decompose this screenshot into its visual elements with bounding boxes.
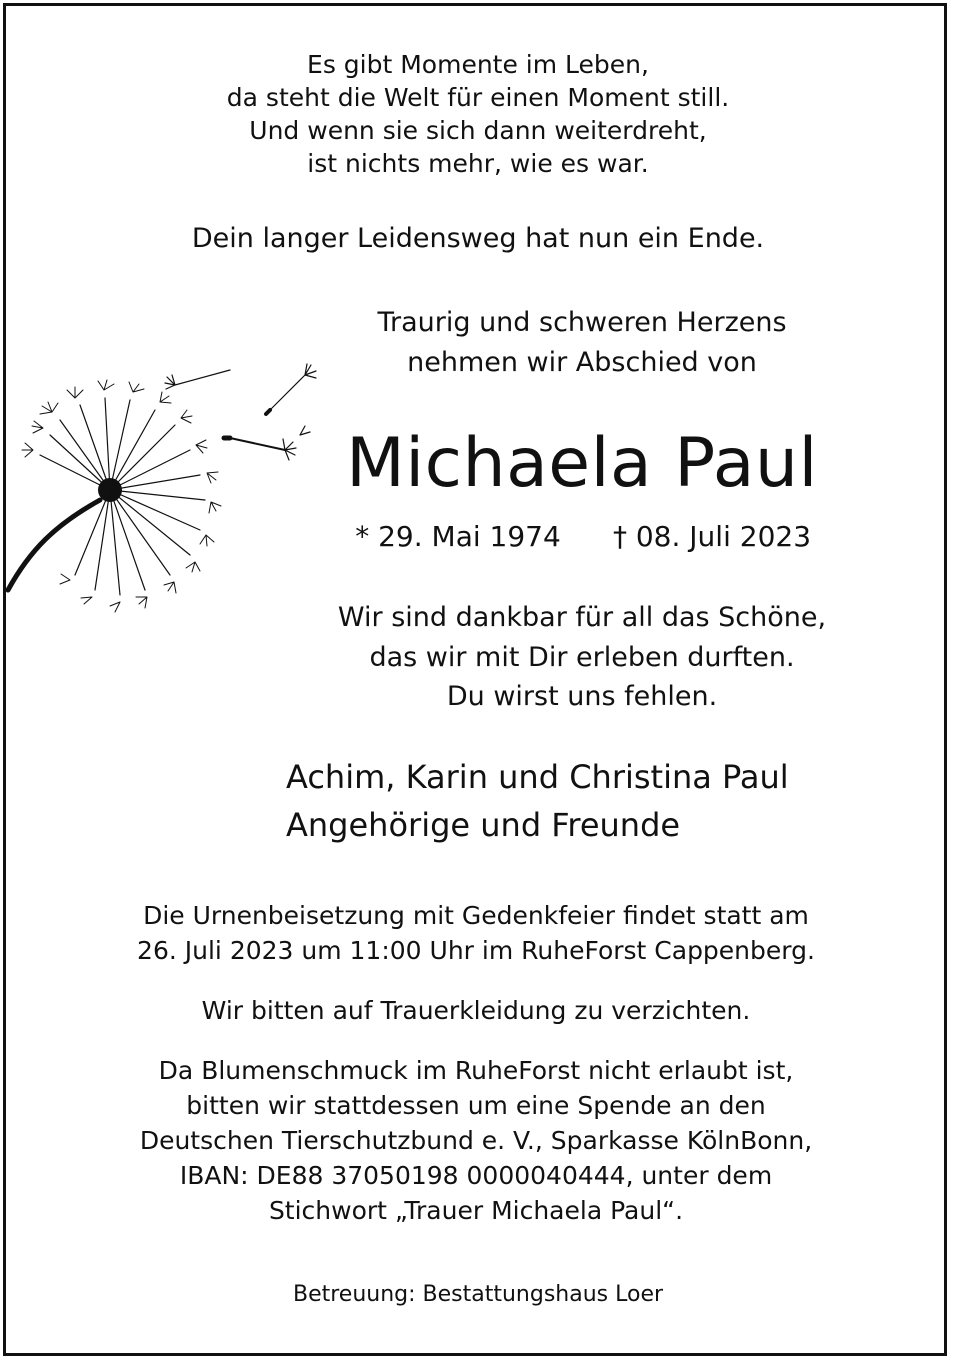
deceased-name: Michaela Paul: [346, 424, 818, 503]
poem-line: Es gibt Momente im Leben,: [307, 50, 649, 79]
thanks-line: Wir sind dankbar für all das Schöne,: [337, 602, 827, 633]
intro-line: nehmen wir Abschied von: [407, 347, 757, 378]
dandelion-icon: [0, 350, 340, 630]
donation-line: Stichwort „Trauer Michaela Paul“.: [268, 1196, 684, 1225]
poem-line: Und wenn sie sich dann weiterdreht,: [249, 116, 707, 145]
death-date: † 08. Juli 2023: [612, 520, 812, 553]
ceremony-line: Die Urnenbeisetzung mit Gedenkfeier findet statt am: [143, 901, 809, 930]
thanks-line: Du wirst uns fehlen.: [446, 681, 718, 712]
donation-line: Deutschen Tierschutzbund e. V., Sparkasse KölnBonn,: [139, 1126, 813, 1155]
donation-line: bitten wir stattdessen um eine Spende an den: [186, 1091, 766, 1120]
birth-date: * 29. Mai 1974: [355, 520, 561, 553]
thanks-line: das wir mit Dir erleben durften.: [369, 642, 795, 673]
donation-line: IBAN: DE88 37050198 0000040444, unter dem: [179, 1161, 773, 1190]
intro-line: Traurig und schweren Herzens: [377, 307, 787, 338]
family-line: Angehörige und Freunde: [286, 806, 681, 844]
poem-line: da steht die Welt für einen Moment still.: [226, 83, 730, 112]
family-line: Achim, Karin und Christina Paul: [286, 758, 789, 796]
donation-line: Da Blumenschmuck im RuheForst nicht erlaubt ist,: [158, 1056, 794, 1085]
subtitle: Dein langer Leidensweg hat nun ein Ende.: [191, 223, 765, 254]
poem-line: ist nichts mehr, wie es war.: [307, 149, 649, 178]
clothing-note: Wir bitten auf Trauerkleidung zu verzichten.: [201, 996, 751, 1025]
funeral-home-credit: Betreuung: Bestattungshaus Loer: [292, 1282, 664, 1307]
ceremony-line: 26. Juli 2023 um 11:00 Uhr im RuheForst Cappenberg.: [137, 936, 815, 965]
